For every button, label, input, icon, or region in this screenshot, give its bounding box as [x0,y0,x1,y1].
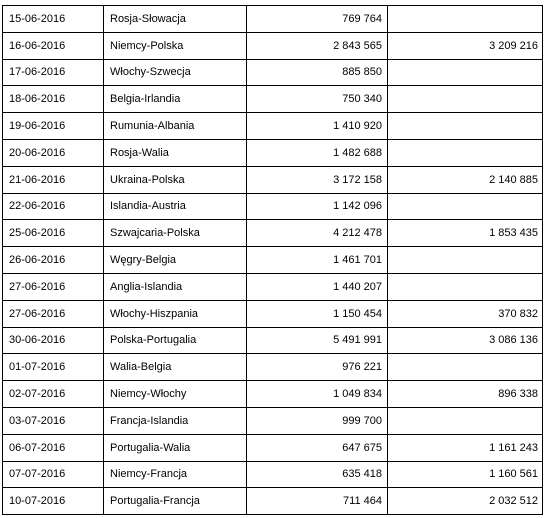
match-cell: Francja-Islandia [104,407,247,434]
table-row [3,461,543,488]
value2-cell: 1 161 243 [388,434,543,461]
value1-cell: 2 843 565 [247,32,388,59]
match-cell: Portugalia-Walia [104,434,247,461]
value1-cell: 4 212 478 [247,220,388,247]
value1-cell: 1 410 920 [247,113,388,140]
table-row [3,59,543,86]
value1-cell: 1 150 454 [247,300,388,327]
value1-cell: 976 221 [247,354,388,381]
value1-cell: 647 675 [247,434,388,461]
value2-cell: 1 160 561 [388,461,543,488]
value1-cell: 3 172 158 [247,166,388,193]
value2-cell: 2 032 512 [388,488,543,515]
table-row [3,381,543,408]
date-cell: 06-07-2016 [3,434,104,461]
match-cell: Ukraina-Polska [104,166,247,193]
value1-cell: 5 491 991 [247,327,388,354]
value1-cell: 999 700 [247,407,388,434]
match-cell: Węgry-Belgia [104,247,247,274]
viewership-table [2,5,543,515]
value1-cell: 1 440 207 [247,273,388,300]
table-row [3,139,543,166]
match-cell: Belgia-Irlandia [104,86,247,113]
value2-cell [388,407,543,434]
match-cell: Niemcy-Włochy [104,381,247,408]
date-cell: 17-06-2016 [3,59,104,86]
table-row [3,32,543,59]
date-cell: 15-06-2016 [3,6,104,33]
table-row [3,166,543,193]
table-row [3,193,543,220]
value2-cell [388,354,543,381]
match-cell: Niemcy-Francja [104,461,247,488]
table-body [3,6,543,515]
value1-cell: 1 049 834 [247,381,388,408]
date-cell: 26-06-2016 [3,247,104,274]
value1-cell: 635 418 [247,461,388,488]
value1-cell: 711 464 [247,488,388,515]
value2-cell: 370 832 [388,300,543,327]
value1-cell: 1 482 688 [247,139,388,166]
match-cell: Walia-Belgia [104,354,247,381]
match-cell: Niemcy-Polska [104,32,247,59]
match-cell: Włochy-Szwecja [104,59,247,86]
value2-cell: 3 209 216 [388,32,543,59]
date-cell: 10-07-2016 [3,488,104,515]
value1-cell: 769 764 [247,6,388,33]
match-cell: Rosja-Walia [104,139,247,166]
date-cell: 16-06-2016 [3,32,104,59]
value2-cell: 1 853 435 [388,220,543,247]
value1-cell: 1 461 701 [247,247,388,274]
value2-cell: 896 338 [388,381,543,408]
match-cell: Szwajcaria-Polska [104,220,247,247]
value2-cell [388,247,543,274]
value2-cell: 2 140 885 [388,166,543,193]
table-row [3,300,543,327]
value1-cell: 1 142 096 [247,193,388,220]
value2-cell: 3 086 136 [388,327,543,354]
table-row [3,488,543,515]
date-cell: 21-06-2016 [3,166,104,193]
date-cell: 07-07-2016 [3,461,104,488]
match-cell: Islandia-Austria [104,193,247,220]
table-row [3,247,543,274]
table-row [3,113,543,140]
value2-cell [388,59,543,86]
date-cell: 03-07-2016 [3,407,104,434]
match-cell: Polska-Portugalia [104,327,247,354]
match-cell: Włochy-Hiszpania [104,300,247,327]
table-row [3,327,543,354]
match-cell: Rosja-Słowacja [104,6,247,33]
table-row [3,86,543,113]
date-cell: 30-06-2016 [3,327,104,354]
table-row [3,273,543,300]
date-cell: 18-06-2016 [3,86,104,113]
match-cell: Portugalia-Francja [104,488,247,515]
value2-cell [388,113,543,140]
value2-cell [388,193,543,220]
table-row [3,407,543,434]
match-cell: Rumunia-Albania [104,113,247,140]
date-cell: 01-07-2016 [3,354,104,381]
value2-cell [388,6,543,33]
date-cell: 27-06-2016 [3,273,104,300]
table-row [3,220,543,247]
date-cell: 20-06-2016 [3,139,104,166]
table-row [3,6,543,33]
value2-cell [388,273,543,300]
value1-cell: 885 850 [247,59,388,86]
value2-cell [388,139,543,166]
table-row [3,354,543,381]
date-cell: 02-07-2016 [3,381,104,408]
match-cell: Anglia-Islandia [104,273,247,300]
date-cell: 25-06-2016 [3,220,104,247]
date-cell: 19-06-2016 [3,113,104,140]
value1-cell: 750 340 [247,86,388,113]
date-cell: 22-06-2016 [3,193,104,220]
date-cell: 27-06-2016 [3,300,104,327]
value2-cell [388,86,543,113]
table-row [3,434,543,461]
